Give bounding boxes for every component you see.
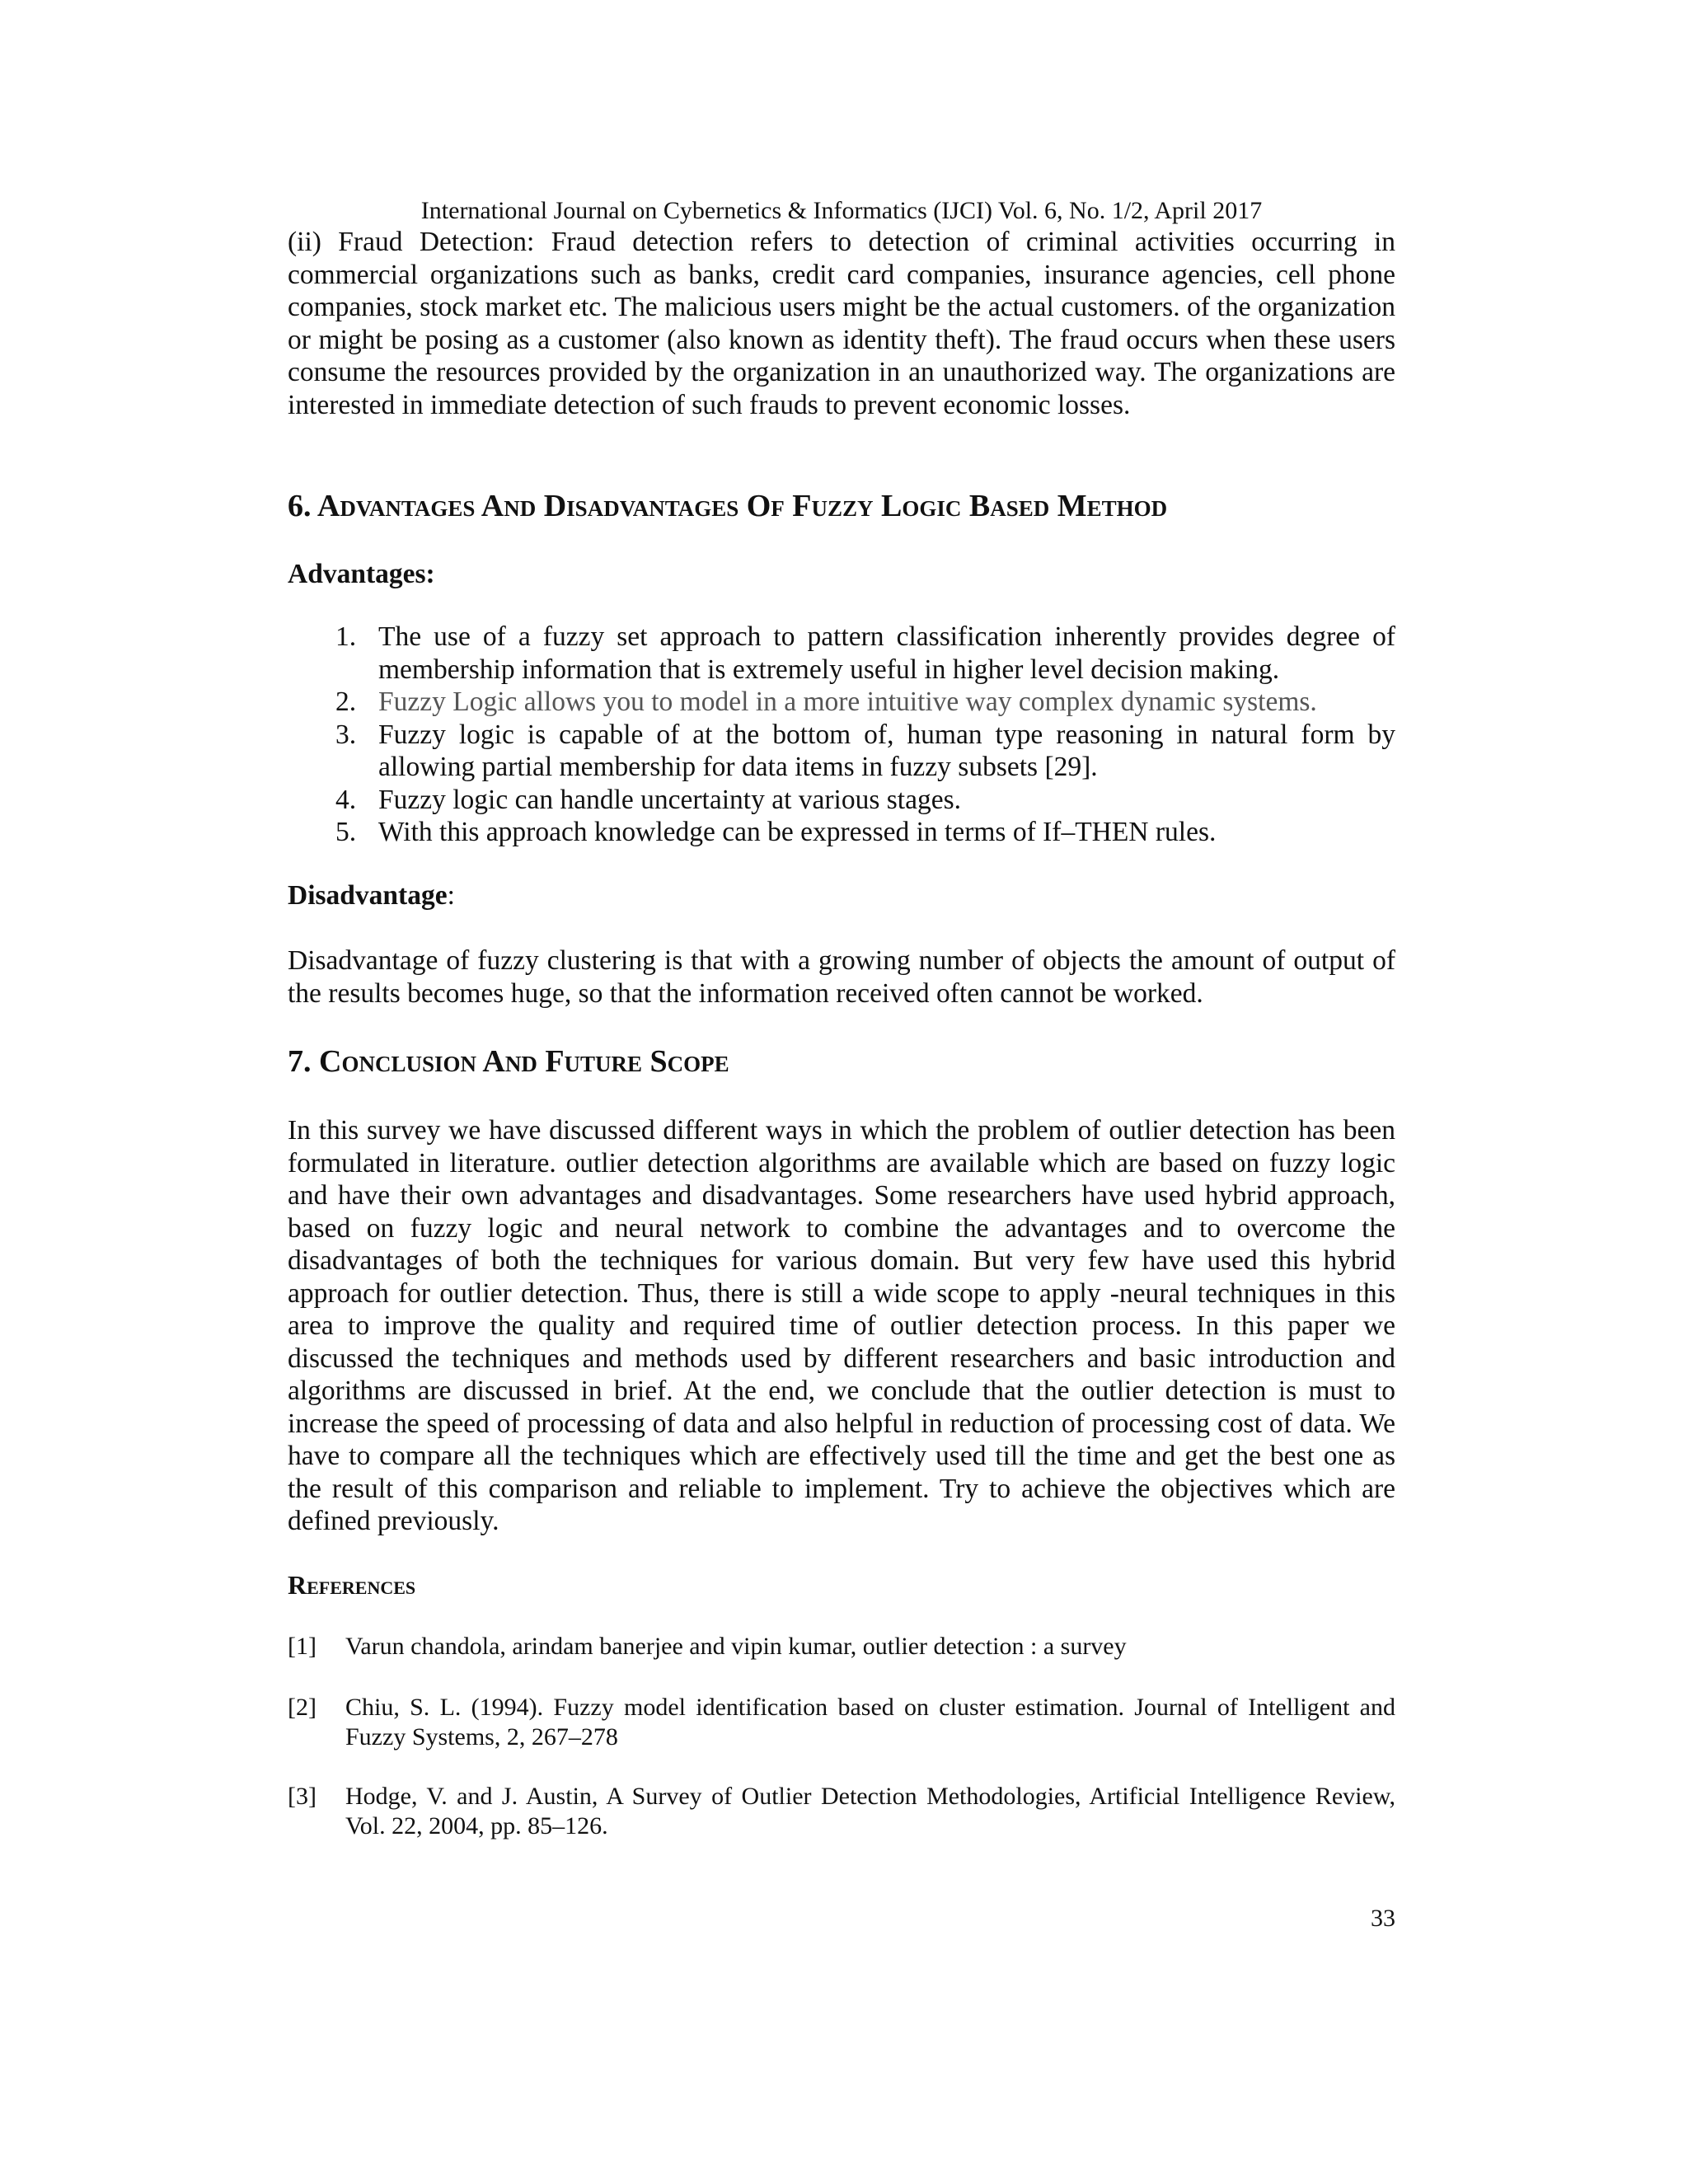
conclusion-paragraph: In this survey we have discussed different ways in which the problem of outlier detection has been formulated in literature. outlier detection algorithms are available which are based on fuzzy logic and have their own advantages and disadvantages. Some researchers have used hybrid approach, based on fuzzy logic and neural network to combine the advantages and to overcome the disadvantages of both the techniques for various domain. But very few have used this hybrid approach for outlier detection. Thus, there is still a wide scope to apply -neural techniques in this area to improve the quality and required time of outlier detection process. In this paper we discussed the techniques and methods used by different researchers and basic introduction and algorithms are discussed in brief. At the end, we conclude that the outlier detection is must to increase the speed of processing of data and also helpful in reduction of processing cost of data. We have to compare all the techniques which are effectively used till the time and get the best one as the result of this comparison and reliable to implement. Try to achieve the objectives which are defined previously.: [288, 1115, 1395, 1536]
advantage-item: [288, 784, 1395, 817]
fraud-detection-paragraph-block: [288, 226, 1395, 421]
advantage-item: [288, 621, 1395, 686]
advantage-text: The use of a fuzzy set approach to pattern classification inherently provides degree of membership information that is extremely useful in higher level decision making.: [378, 621, 1395, 685]
advantage-number: 4.: [335, 784, 357, 815]
disadvantage-paragraph: Disadvantage of fuzzy clustering is that with a growing number of objects the amount of output of the results becomes huge, so that the information received often cannot be worked.: [288, 945, 1395, 1009]
section-7-heading: 7. Conclusion And Future Scope: [288, 1044, 729, 1079]
disadvantage-label: Disadvantage: [288, 880, 448, 911]
section-6: [288, 488, 1395, 524]
reference-1-block: [288, 1632, 1395, 1661]
section-7: [288, 1043, 1395, 1080]
reference-text: Chiu, S. L. (1994). Fuzzy model identification based on cluster estimation. Journal of Intelligent and Fuzzy Systems, 2, 267–278: [345, 1694, 1395, 1750]
reference-number: [1]: [288, 1633, 316, 1660]
advantage-text: With this approach knowledge can be expressed in terms of If–THEN rules.: [378, 817, 1217, 847]
advantage-number: 3.: [335, 719, 357, 750]
reference-item: [288, 1693, 1395, 1752]
reference-item: [288, 1782, 1395, 1841]
reference-2-block: [288, 1693, 1395, 1752]
advantages-list-block: [288, 621, 1395, 849]
fraud-detection-paragraph: (ii) Fraud Detection: Fraud detection refers to detection of criminal activities occurring in commercial organizations such as banks, credit card companies, insurance agencies, cell phone companies, stock market etc. The malicious users might be the actual customers. of the organization or might be posing as a customer (also known as identity theft). The fraud occurs when these users consume the resources provided by the organization in an unauthorized way. The organizations are interested in immediate detection of such frauds to prevent economic losses.: [288, 227, 1395, 420]
reference-item: [288, 1632, 1395, 1661]
disadvantage-label-line: [288, 879, 1395, 912]
references-heading-block: [288, 1568, 1395, 1601]
reference-text: Varun chandola, arindam banerjee and vipin kumar, outlier detection : a survey: [345, 1633, 1127, 1660]
running-header: International Journal on Cybernetics & Informatics (IJCI) Vol. 6, No. 1/2, April 2017: [420, 197, 1263, 224]
advantage-text: Fuzzy Logic allows you to model in a more intuitive way complex dynamic systems.: [378, 687, 1317, 717]
advantage-text: Fuzzy logic can handle uncertainty at various stages.: [378, 784, 961, 815]
advantage-number: 1.: [335, 621, 357, 652]
disadvantage-colon: :: [447, 880, 455, 911]
advantages-list: [288, 621, 1395, 849]
section-6-heading: 6. Advantages And Disadvantages Of Fuzzy Logic Based Method: [288, 489, 1168, 523]
reference-number: [3]: [288, 1783, 316, 1810]
references-heading: References: [288, 1570, 416, 1600]
disadvantage-paragraph-block: [288, 944, 1395, 1010]
advantage-item: [288, 816, 1395, 849]
reference-number: [2]: [288, 1694, 316, 1721]
advantage-item: [288, 719, 1395, 784]
advantages-label: Advantages:: [288, 559, 435, 589]
advantage-item: [288, 686, 1395, 719]
advantage-number: 2.: [335, 687, 357, 717]
reference-3-block: [288, 1782, 1395, 1841]
conclusion-paragraph-block: [288, 1114, 1395, 1538]
advantage-text: Fuzzy logic is capable of at the bottom of, human type reasoning in natural form by allowing partial membership for data items in fuzzy subsets [29].: [378, 719, 1395, 782]
advantage-number: 5.: [335, 817, 357, 847]
disadvantage-label-block: [288, 879, 1395, 912]
reference-text: Hodge, V. and J. Austin, A Survey of Outlier Detection Methodologies, Artificial Intelligence Review, Vol. 22, 2004, pp. 85–126.: [345, 1783, 1395, 1840]
advantages-block: [288, 558, 1395, 591]
page-number: 33: [1371, 1905, 1395, 1932]
